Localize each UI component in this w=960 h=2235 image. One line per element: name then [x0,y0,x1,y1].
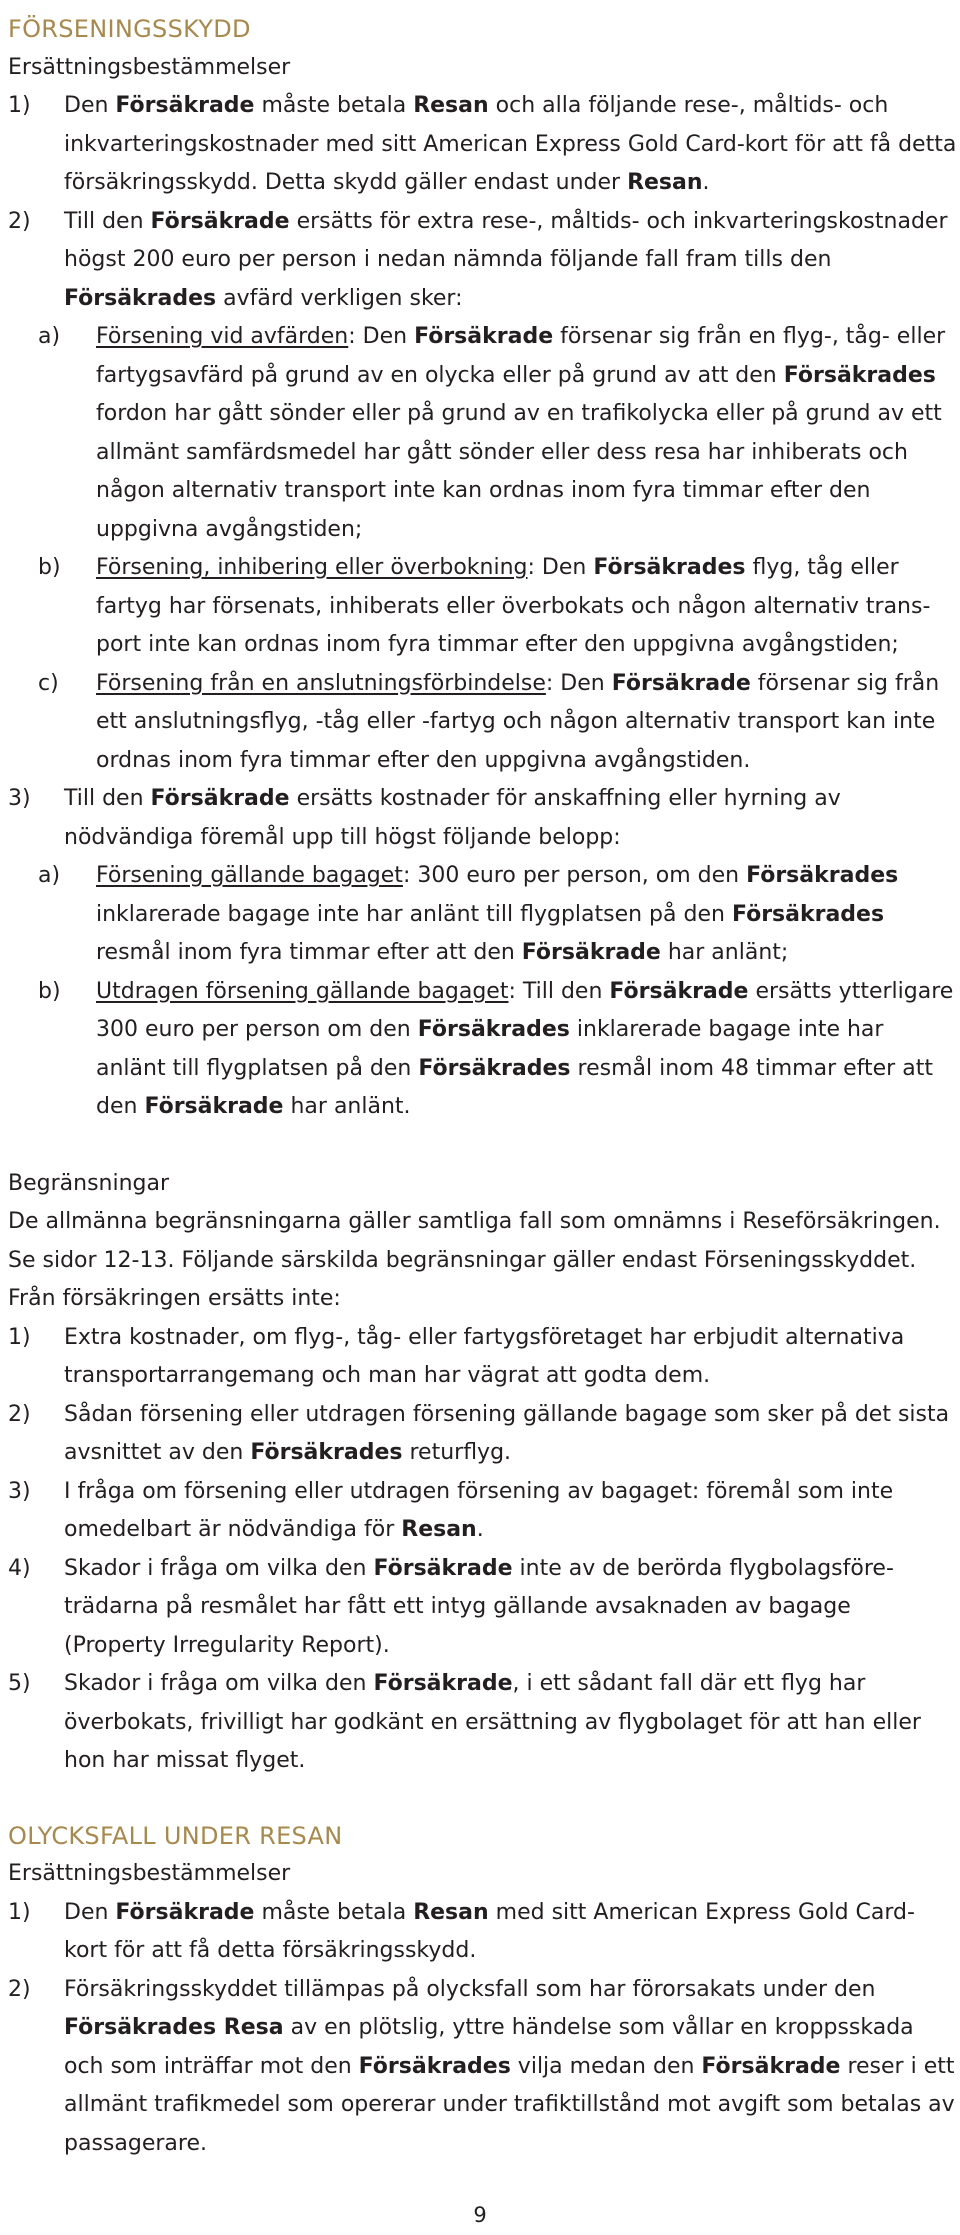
list-item [8,780,958,857]
document-page [8,10,958,2163]
section-limitations [8,1165,958,1781]
item-number: 5) [8,1671,31,1696]
item-text: Extra kostnader, om flyg-, tåg- eller fartygsföretaget har erbjudit alternativa transportarrangemang och man har vägrat att godta dem. [64,1324,905,1388]
section-subtitle: Ersättningsbestämmelser [8,54,291,80]
section-title: OLYCKSFALL UNDER RESAN [8,1821,343,1850]
list-item [8,1665,958,1781]
item-number: 2) [8,208,31,234]
list-item [8,1894,958,1971]
section-gap [8,1781,958,1817]
item-number: 1) [8,1324,31,1350]
item-number: 2) [8,1976,31,2002]
subitem-text: Försening, inhibering eller överbokning: Den Försäkrades flyg, tåg eller fartyg har försenats, inhiberats eller överbokats och någon alternativ transport inte kan ordnas inom fyra timmar efter den uppgivna avgångstiden; [96,555,931,657]
list-item [8,87,958,203]
section-title: Begränsningar [8,1170,170,1196]
item-number: 3) [8,1478,31,1504]
sub-list-item [8,857,958,973]
item-number: 4) [8,1555,31,1581]
section-gap [8,1127,958,1165]
subitem-letter: c) [38,670,59,696]
item-text: Sådan försening eller utdragen försening gällande bagage som sker på det sista avsnittet av den Försäkrades returflyg. [64,1401,950,1465]
subitem-text: Försening från en anslutningsförbindelse: Den Försäkrade försenar sig från ett anslutningsflyg, -tåg eller -fartyg och någon alternativ transport kan inte ordnas inom fyra timmar efter den uppgivna avgångstiden. [96,670,940,773]
item-text: Till den Försäkrade ersätts kostnader för anskaffning eller hyrning av nödvändiga föremål upp till högst följande belopp: [64,786,841,850]
subitem-text: Försening vid avfärden: Den Försäkrade försenar sig från en flyg-, tåg- eller fartygsavfärd på grund av en olycka eller på grund av att den Försäkrades fordon har gått sönder eller på grund av en trafikolycka eller på grund av ett allmänt samfärdsmedel har gått sönder eller dess resa har inhiberats och någon alternativ transport inte kan ordnas inom fyra timmar efter den uppgivna avgångstiden; [96,324,946,542]
list-item [8,1319,958,1396]
subitem-text: Försening gällande bagaget: 300 euro per person, om den Försäkrades inklarerade bagage inte har anlänt till flygplatsen på den Försäkrades resmål inom fyra timmar efter att den Försäkrade har anlänt; [96,863,899,965]
item-number: 3) [8,786,31,811]
item-number: 1) [8,93,31,118]
sub-list-item [8,973,958,1127]
item-text: Skador i fråga om vilka den Försäkrade inte av de berörda flygbolagsföreträdarna på resmålet har fått ett intyg gällande avsaknaden av bagage (Property Irregularity Report). [64,1555,894,1658]
item-number: 1) [8,1899,31,1925]
sub-list-item [8,665,958,781]
subitem-letter: a) [38,324,61,349]
list-item [8,1396,958,1473]
section-title: FÖRSENINGSSKYDD [8,15,251,43]
section-travel-accident [8,1817,958,2164]
subitem-letter: b) [38,555,61,580]
list-item [8,1971,958,2164]
item-number: 2) [8,1401,31,1427]
section-intro: De allmänna begränsningarna gäller samtliga fall som omnämns i Reseförsäkringen. Se sidor 12-13. Följande särskilda begränsningar gäller endast Förseningsskyddet. Från försäkringen ersätts inte: [8,1209,941,1311]
page-number: 9 [473,2203,487,2227]
list-item [8,1473,958,1550]
item-text: I fråga om försening eller utdragen försening av bagaget: föremål som inte omedelbart är nödvändiga för Resan. [64,1478,894,1542]
list-item [8,203,958,319]
item-text: Försäkringsskyddet tillämpas på olycksfall som har förorsakats under den Försäkrades Resa av en plötslig, yttre händelse som vållar en kroppsskada och som inträffar mot den Försäkrades vilja medan den Försäkrade reser i ett allmänt trafikmedel som opererar under trafiktillstånd mot avgift som betalas av passagerare. [64,1976,955,2156]
subitem-letter: a) [38,863,61,888]
list-item [8,1550,958,1666]
subitem-letter: b) [38,978,61,1004]
sub-list-item [8,549,958,665]
item-text: Den Försäkrade måste betala Resan med sitt American Express Gold Card-kort för att få detta försäkringsskydd. [64,1899,915,1963]
section-delay-protection [8,10,958,1127]
subitem-text: Utdragen försening gällande bagaget: Till den Försäkrade ersätts ytterligare 300 euro per person om den Försäkrades inklarerade bagage inte har anlänt till flygplatsen på den Försäkrades resmål inom 48 timmar efter att den Försäkrade har anlänt. [96,978,954,1119]
item-text: Skador i fråga om vilka den Försäkrade, i ett sådant fall där ett flyg har överbokats, frivilligt har godkänt en ersättning av flygbolaget för att han eller hon har missat flyget. [64,1671,921,1773]
item-text: Till den Försäkrade ersätts för extra rese-, måltids- och inkvarteringskostnader högst 200 euro per person i nedan nämnda följande fall fram tills den Försäkrades avfärd verkligen sker: [64,208,948,311]
item-text: Den Försäkrade måste betala Resan och alla följande rese-, måltids- och inkvarteringskostnader med sitt American Express Gold Card-kort för att få detta försäkringsskydd. Detta skydd gäller endast under Resan. [64,93,957,195]
section-subtitle: Ersättningsbestämmelser [8,1861,291,1886]
sub-list-item [8,318,958,549]
